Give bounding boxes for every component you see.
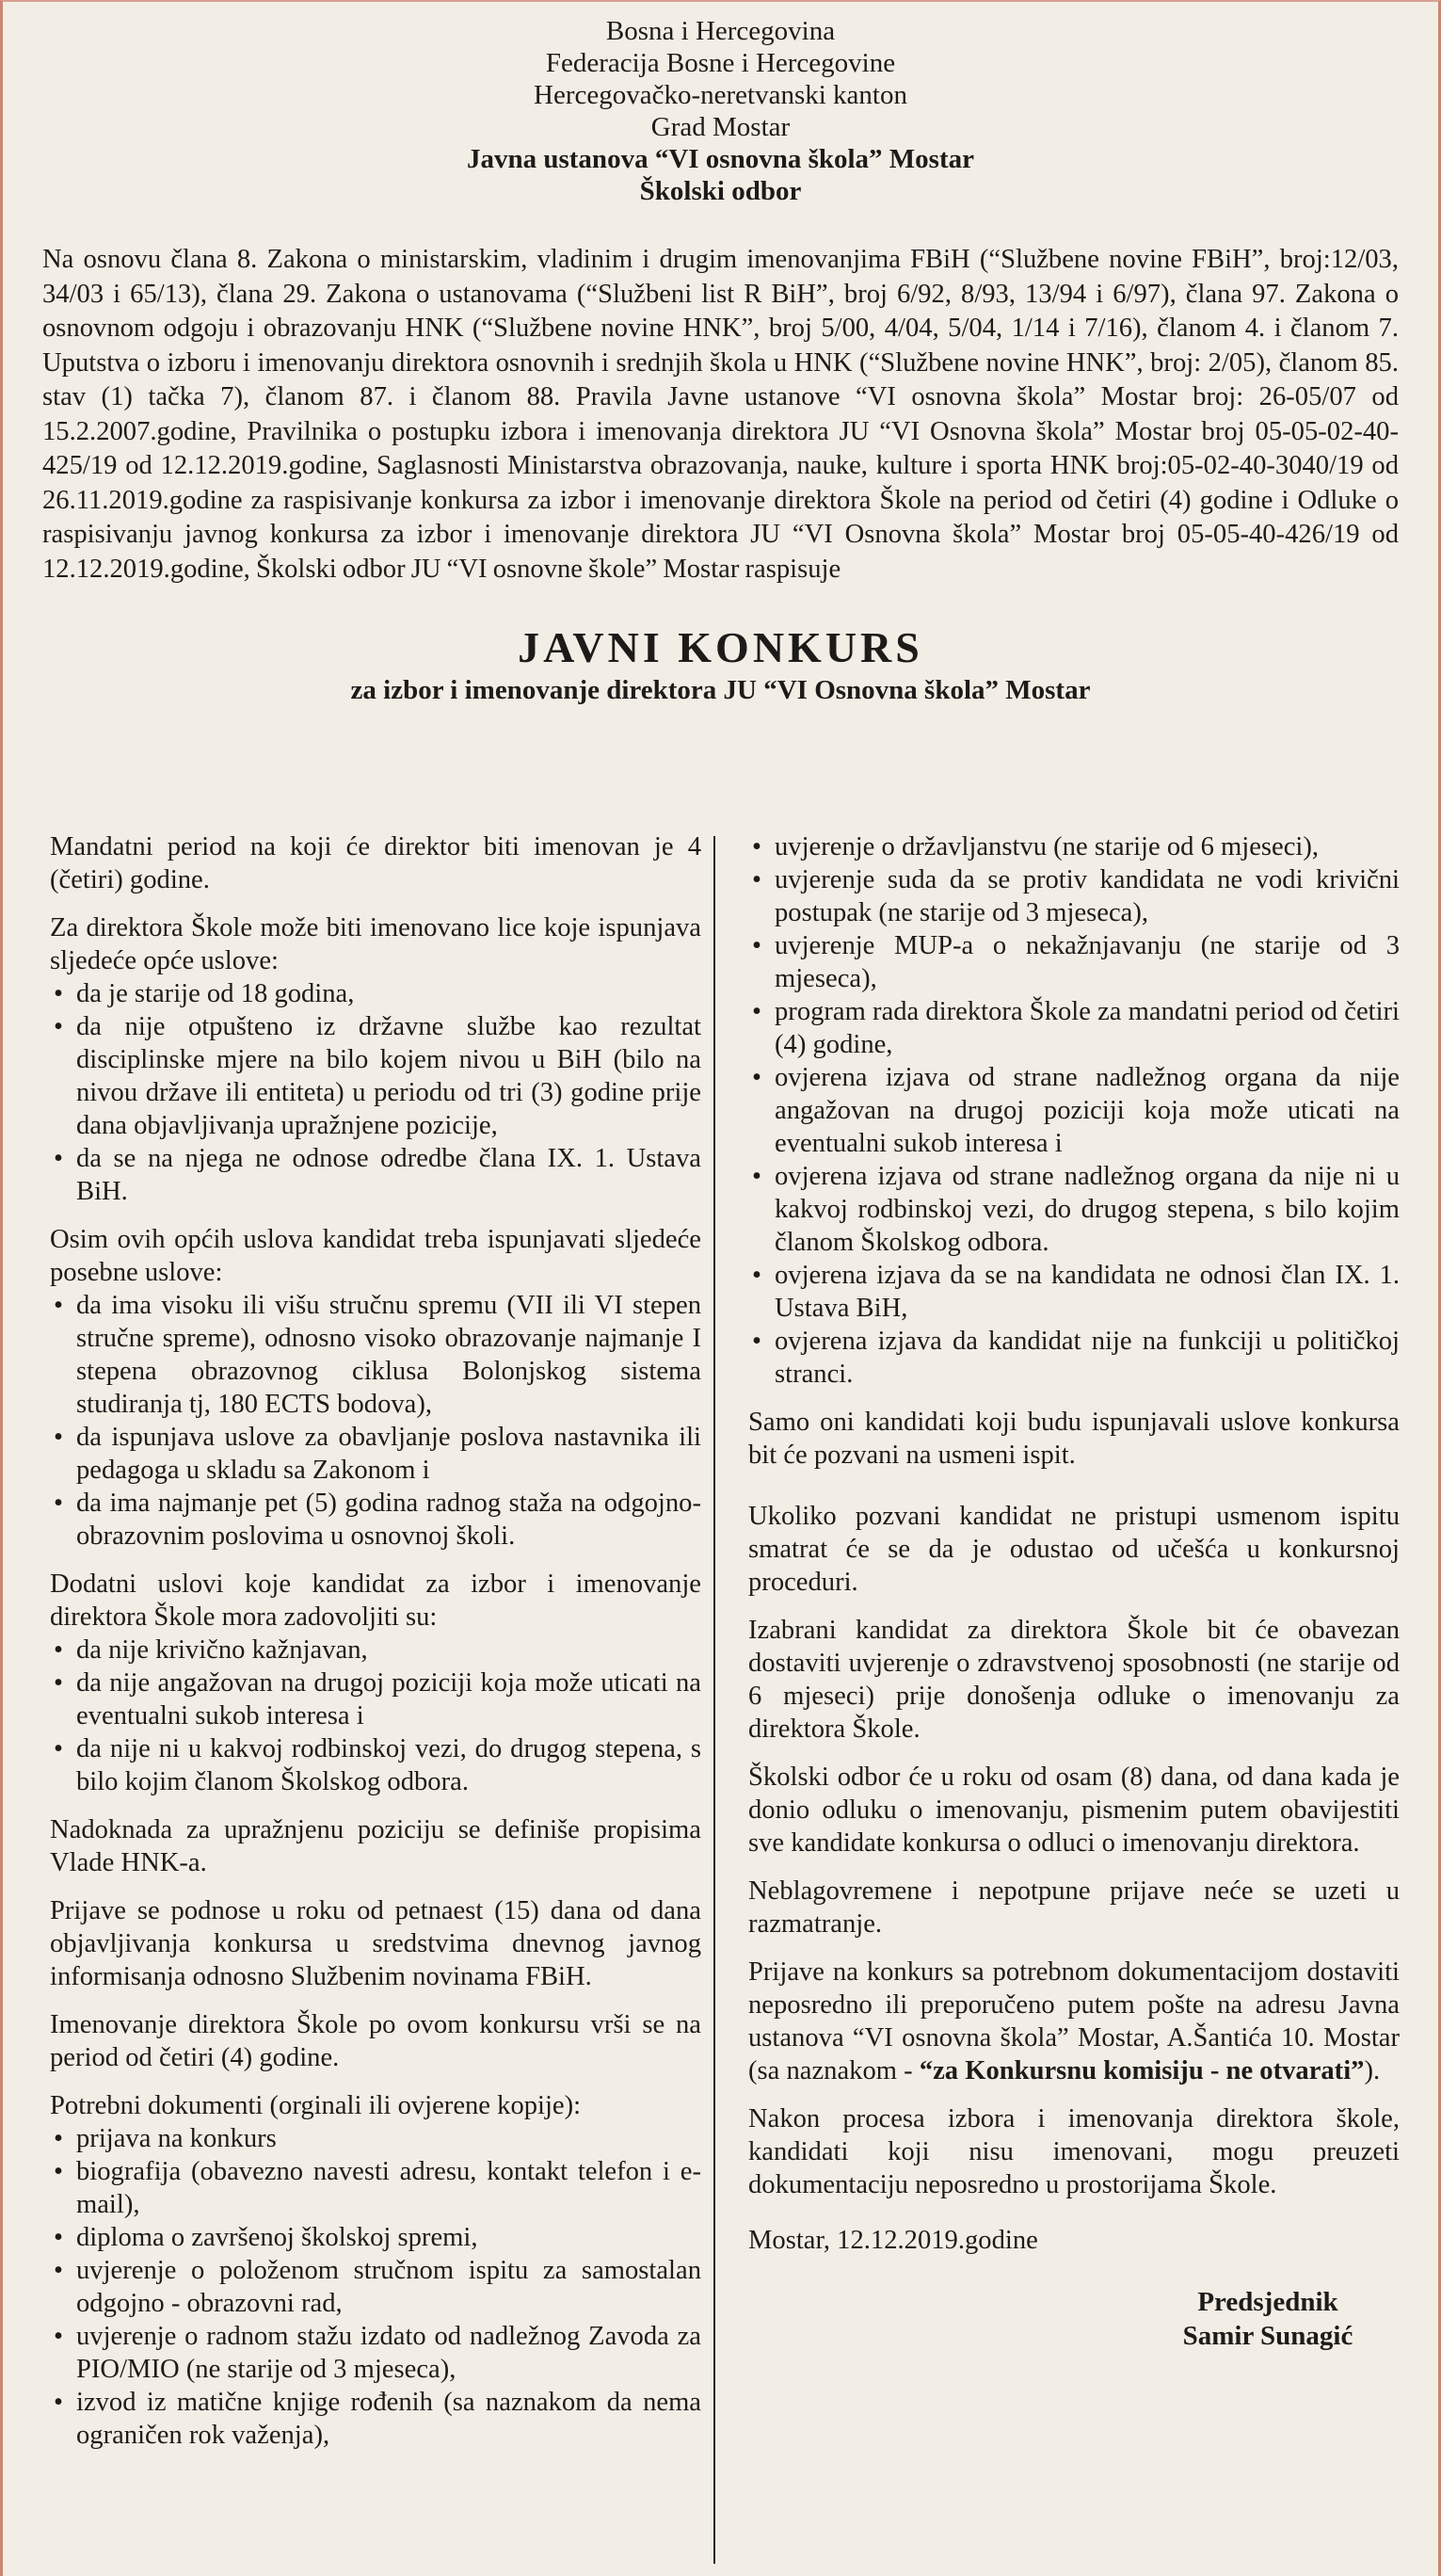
list-item: • da ima visoku ili višu stručnu spremu (VII ili VI stepen stručne spreme), odnosno visoko obrazovanje najmanje I stepena obrazovnog ciklusa Bolonjskog sistema studiranja tj, 180 ECTS bodova), <box>50 1289 701 1421</box>
additional-conditions-list <box>50 1634 701 1798</box>
oral-exam-paragraph: Samo oni kandidati koji budu ispunjavali uslove konkursa bit će pozvani na usmeni ispit. <box>748 1408 1400 1470</box>
left-column <box>50 830 701 2467</box>
health-certificate-paragraph: Izabrani kandidat za direktora Škole bit će obavezan dostaviti uvjerenje o zdravstvenoj sposobnosti (ne starije od 6 mjeseci) prije donošenja odluke o imenovanju za direktora Škole. <box>748 1616 1400 1744</box>
list-item: • prijava na konkurs <box>50 2122 701 2155</box>
list-item: • da nije angažovan na drugoj poziciji koja može uticati na eventualni sukob interesa i <box>50 1666 701 1732</box>
list-item: • da nije ni u kakvoj rodbinskoj vezi, do drugog stepena, s bilo kojim članom Školskog odbora. <box>50 1732 701 1798</box>
list-item: • da se na njega ne odnose odredbe člana IX. 1. Ustava BiH. <box>50 1142 701 1208</box>
header-city: Grad Mostar <box>650 112 791 142</box>
documents-intro: Potrebni dokumenti (orginali ili ovjerene kopije): <box>50 2091 582 2120</box>
list-item: • uvjerenje o državljanstvu (ne starije od 6 mjeseci), <box>748 830 1400 863</box>
list-item: • ovjerena izjava od strane nadležnog organa da nije angažovan na drugoj poziciji koja može uticati na eventualni sukob interesa i <box>748 1061 1400 1160</box>
document-title: JAVNI KONKURS <box>518 623 923 671</box>
deadline-paragraph: Prijave se podnose u roku od petnaest (15) dana od dana objavljivanja konkursa u sredstvima dnevnog javnog informisanja odnosno Službenim novinama FBiH. <box>50 1896 701 1991</box>
place-date: Mostar, 12.12.2019.godine <box>748 2226 1038 2255</box>
general-conditions-intro: Za direktora Škole može biti imenovano lice koje ispunjava sljedeće opće uslove: <box>50 913 701 975</box>
list-item: • uvjerenje o radnom stažu izdato od nadležnog Zavoda za PIO/MIO (ne starije od 3 mjeseca), <box>50 2320 701 2386</box>
special-conditions-intro: Osim ovih općih uslova kandidat treba ispunjavati sljedeće posebne uslove: <box>50 1225 701 1287</box>
appointment-period-paragraph: Imenovanje direktora Škole po ovom konkursu vrši se na period od četiri (4) godine. <box>50 2010 701 2072</box>
notification-paragraph: Školski odbor će u roku od osam (8) dana, od dana kada je donio odluku o imenovanju, pismenim putem obavijestiti sve kandidate konkursa o odluci o imenovanju direktora. <box>748 1763 1400 1858</box>
signature-name: Samir Sunagić <box>1182 2321 1353 2351</box>
list-item: • da ima najmanje pet (5) godina radnog staža na odgojno-obrazovnim poslovima u osnovnoj školi. <box>50 1487 701 1553</box>
signature-block <box>748 2285 1362 2353</box>
documents-return-paragraph: Nakon procesa izbora i imenovanja direktora škole, kandidati koji nisu imenovani, mogu preuzeti dokumentaciju neposredno u prostorijama Škole. <box>748 2104 1400 2199</box>
list-item: • ovjerena izjava da kandidat nije na funkciji u političkoj stranci. <box>748 1325 1400 1391</box>
header-federation: Federacija Bosne i Hercegovine <box>545 48 896 78</box>
documents-list-left <box>50 2122 701 2452</box>
list-item: • da nije otpušteno iz državne službe kao rezultat disciplinske mjere na bilo kojem nivou u BiH (bilo na nivou države ili entiteta) u periodu od tri (3) godine prije dana objavljivanja upražnjene pozicije, <box>50 1010 701 1142</box>
list-item: • ovjerena izjava od strane nadležnog organa da nije ni u kakvoj rodbinskoj vezi, do drugog stepena, s bilo kojim članom Školskog odbora. <box>748 1160 1400 1259</box>
documents-list-right <box>748 830 1400 1391</box>
submission-note: “za Konkursnu komisiju - ne otvarati” <box>919 2056 1365 2085</box>
list-item: • diploma o završenoj školskoj spremi, <box>50 2221 701 2254</box>
column-divider <box>713 836 715 2564</box>
header-canton: Hercegovačko-neretvanski kanton <box>534 80 907 110</box>
additional-conditions-intro: Dodatni uslovi koje kandidat za izbor i imenovanje direktora Škole mora zadovoljiti su: <box>50 1570 701 1632</box>
compensation-paragraph: Nadoknada za upražnjenu poziciju se definiše propisima Vlade HNK-a. <box>50 1815 701 1877</box>
special-conditions-list <box>50 1289 701 1553</box>
general-conditions-list <box>50 977 701 1208</box>
list-item: • izvod iz matične knjige rođenih (sa naznakom da nema ograničen rok važenja), <box>50 2386 701 2452</box>
submission-text: Prijave na konkurs sa potrebnom dokumentacijom dostaviti neposredno ili preporučeno putem pošte na adresu Javna ustanova “VI osnovna škola” Mostar, A.Šantića 10. Mostar (sa naznakom - <box>748 1957 1400 2085</box>
list-item: • da ispunjava uslove za obavljanje poslova nastavnika ili pedagoga u skladu sa Zakonom i <box>50 1421 701 1487</box>
list-item: • program rada direktora Škole za mandatni period od četiri (4) godine, <box>748 995 1400 1061</box>
mandate-paragraph: Mandatni period na koji će direktor biti imenovan je 4 (četiri) godine. <box>50 832 701 894</box>
list-item: • biografija (obavezno navesti adresu, kontakt telefon i e-mail), <box>50 2155 701 2221</box>
submission-paragraph <box>748 1956 1400 2087</box>
list-item: • da je starije od 18 godina, <box>50 977 701 1010</box>
intro-paragraph: Na osnovu člana 8. Zakona o ministarskim, vladinim i drugim imenovanjima FBiH (“Službene novine FBiH”, broj:12/03, 34/03 i 65/13), člana 29. Zakona o ustanovama (“Službeni list R BiH”, broj 6/92, 8/93, 13/94 i 6/97), člana 97. Zakona o osnovnom odgoju i obrazovanju HNK (“Službene novine HNK”, broj 5/00, 4/04, 5/04, 1/14 i 7/16), članom 4. i članom 7. Uputstva o izboru i imenovanju direktora osnovnih i srednjih škola u HNK (“Službene novine HNK”, broj: 2/05), članom 85. stav (1) tačka 7), članom 87. i članom 88. Pravila Javne ustanove “VI osnovna škola” Mostar broj: 26-05/07 od 15.2.2007.godine, Pravilnika o postupku izbora i imenovanja direktora JU “VI Osnovna škola” Mostar broj 05-05-02-40-425/19 od 12.12.2019.godine, Saglasnosti Ministarstva obrazovanja, nauke, kulture i sporta HNK broj:05-02-40-3040/19 od 26.11.2019.godine za raspisivanje konkursa za izbor i imenovanje direktora Škole na period od četiri (4) godine i Odluke o raspisivanju javnog konkursa za izbor i imenovanje direktora JU “VI Osnovna škola” Mostar broj 05-05-40-426/19 od 12.12.2019.godine, Školski odbor JU “VI osnovne škole” Mostar raspisuje <box>42 245 1399 584</box>
document-subtitle: za izbor i imenovanje direktora JU “VI Osnovna škola” Mostar <box>350 675 1091 705</box>
header <box>3 2 1438 207</box>
incomplete-applications-paragraph: Neblagovremene i nepotpune prijave neće se uzeti u razmatranje. <box>748 1876 1400 1939</box>
header-country: Bosna i Hercegovina <box>605 16 836 46</box>
right-column <box>748 830 1400 2353</box>
list-item: • da nije krivično kažnjavan, <box>50 1634 701 1666</box>
list-item: • uvjerenje MUP-a o nekažnjavanju (ne starije od 3 mjeseca), <box>748 929 1400 995</box>
body-columns <box>3 830 1441 2572</box>
withdrawal-paragraph: Ukoliko pozvani kandidat ne pristupi usmenom ispitu smatrat će se da je odustao od učešća u konkursnoj proceduri. <box>748 1502 1400 1597</box>
signature-title: Predsjednik <box>1197 2287 1338 2317</box>
submission-end: ). <box>1364 2056 1381 2085</box>
list-item: • ovjerena izjava da se na kandidata ne odnosi član IX. 1. Ustava BiH, <box>748 1259 1400 1325</box>
list-item: • uvjerenje suda da se protiv kandidata ne vodi krivični postupak (ne starije od 3 mjeseca), <box>748 863 1400 929</box>
header-institution: Javna ustanova “VI osnovna škola” Mostar <box>466 144 974 174</box>
header-board: Školski odbor <box>639 176 802 206</box>
list-item: • uvjerenje o položenom stručnom ispitu za samostalan odgojno - obrazovni rad, <box>50 2254 701 2320</box>
